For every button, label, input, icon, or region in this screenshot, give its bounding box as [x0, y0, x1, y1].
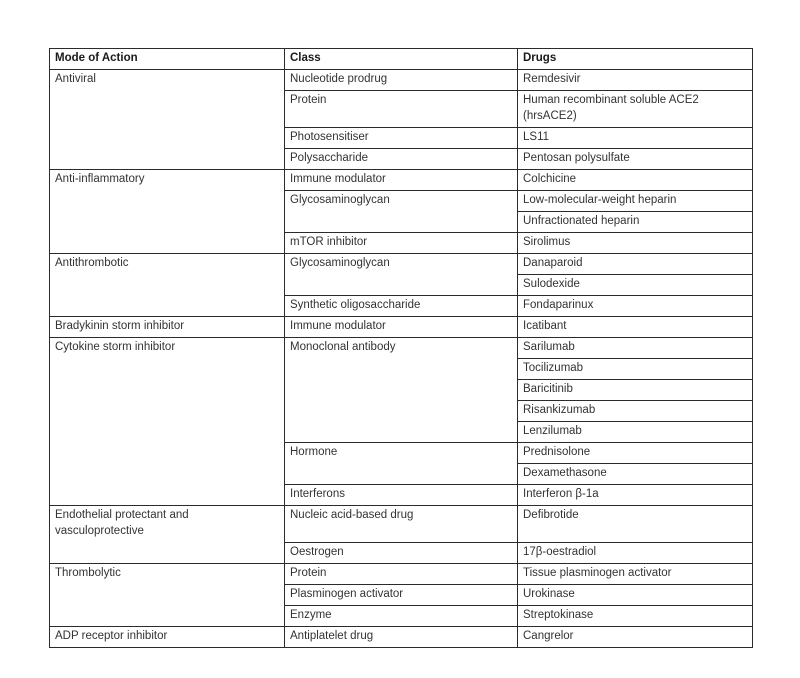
- header-class: Class: [285, 49, 518, 70]
- drug-cell: Streptokinase: [518, 606, 753, 627]
- mode-cell: Anti-inflammatory: [50, 170, 285, 254]
- table-row: [50, 70, 753, 91]
- mode-cell: Thrombolytic: [50, 564, 285, 627]
- mode-cell: Antiviral: [50, 70, 285, 170]
- drug-cell: Sirolimus: [518, 233, 753, 254]
- drug-cell: Fondaparinux: [518, 296, 753, 317]
- table-row: [50, 338, 753, 359]
- class-cell: Synthetic oligosaccharide: [285, 296, 518, 317]
- table-row: [50, 627, 753, 648]
- drug-cell: Remdesivir: [518, 70, 753, 91]
- class-cell: Photosensitiser: [285, 128, 518, 149]
- drug-cell: Unfractionated heparin: [518, 212, 753, 233]
- table-row: [50, 506, 753, 543]
- mode-cell: Cytokine storm inhibitor: [50, 338, 285, 506]
- table-row: [50, 564, 753, 585]
- header-mode-of-action: Mode of Action: [50, 49, 285, 70]
- class-cell: Protein: [285, 564, 518, 585]
- drug-table: [49, 48, 753, 648]
- drug-cell: Icatibant: [518, 317, 753, 338]
- class-cell: Enzyme: [285, 606, 518, 627]
- mode-cell: Bradykinin storm inhibitor: [50, 317, 285, 338]
- drug-cell: Danaparoid: [518, 254, 753, 275]
- class-cell: Immune modulator: [285, 170, 518, 191]
- mode-cell: Antithrombotic: [50, 254, 285, 317]
- drug-cell: Pentosan polysulfate: [518, 149, 753, 170]
- class-cell: Monoclonal antibody: [285, 338, 518, 443]
- class-cell: mTOR inhibitor: [285, 233, 518, 254]
- table-row: [50, 317, 753, 338]
- class-cell: Protein: [285, 91, 518, 128]
- drug-cell: Dexamethasone: [518, 464, 753, 485]
- mode-cell: ADP receptor inhibitor: [50, 627, 285, 648]
- header-drugs: Drugs: [518, 49, 753, 70]
- class-cell: Polysaccharide: [285, 149, 518, 170]
- class-cell: Glycosaminoglycan: [285, 254, 518, 296]
- drug-cell: 17β-oestradiol: [518, 543, 753, 564]
- drug-cell: LS11: [518, 128, 753, 149]
- drug-cell: Tissue plasminogen activator: [518, 564, 753, 585]
- drug-cell: Lenzilumab: [518, 422, 753, 443]
- drug-cell: Sulodexide: [518, 275, 753, 296]
- drug-cell: Urokinase: [518, 585, 753, 606]
- class-cell: Hormone: [285, 443, 518, 485]
- drug-cell: Human recombinant soluble ACE2 (hrsACE2): [518, 91, 753, 128]
- class-cell: Plasminogen activator: [285, 585, 518, 606]
- drug-cell: Cangrelor: [518, 627, 753, 648]
- table-row: [50, 170, 753, 191]
- table-row: [50, 254, 753, 275]
- drug-cell: Sarilumab: [518, 338, 753, 359]
- class-cell: Immune modulator: [285, 317, 518, 338]
- class-cell: Glycosaminoglycan: [285, 191, 518, 233]
- drug-cell: Risankizumab: [518, 401, 753, 422]
- drug-cell: Tocilizumab: [518, 359, 753, 380]
- class-cell: Interferons: [285, 485, 518, 506]
- drug-cell: Interferon β-1a: [518, 485, 753, 506]
- drug-cell: Low-molecular-weight heparin: [518, 191, 753, 212]
- drug-cell: Prednisolone: [518, 443, 753, 464]
- mode-cell: Endothelial protectant and vasculoprotective: [50, 506, 285, 564]
- class-cell: Oestrogen: [285, 543, 518, 564]
- class-cell: Nucleic acid-based drug: [285, 506, 518, 543]
- class-cell: Nucleotide prodrug: [285, 70, 518, 91]
- drug-cell: Baricitinib: [518, 380, 753, 401]
- class-cell: Antiplatelet drug: [285, 627, 518, 648]
- header-row: [50, 49, 753, 70]
- drug-cell: Colchicine: [518, 170, 753, 191]
- drug-cell: Defibrotide: [518, 506, 753, 543]
